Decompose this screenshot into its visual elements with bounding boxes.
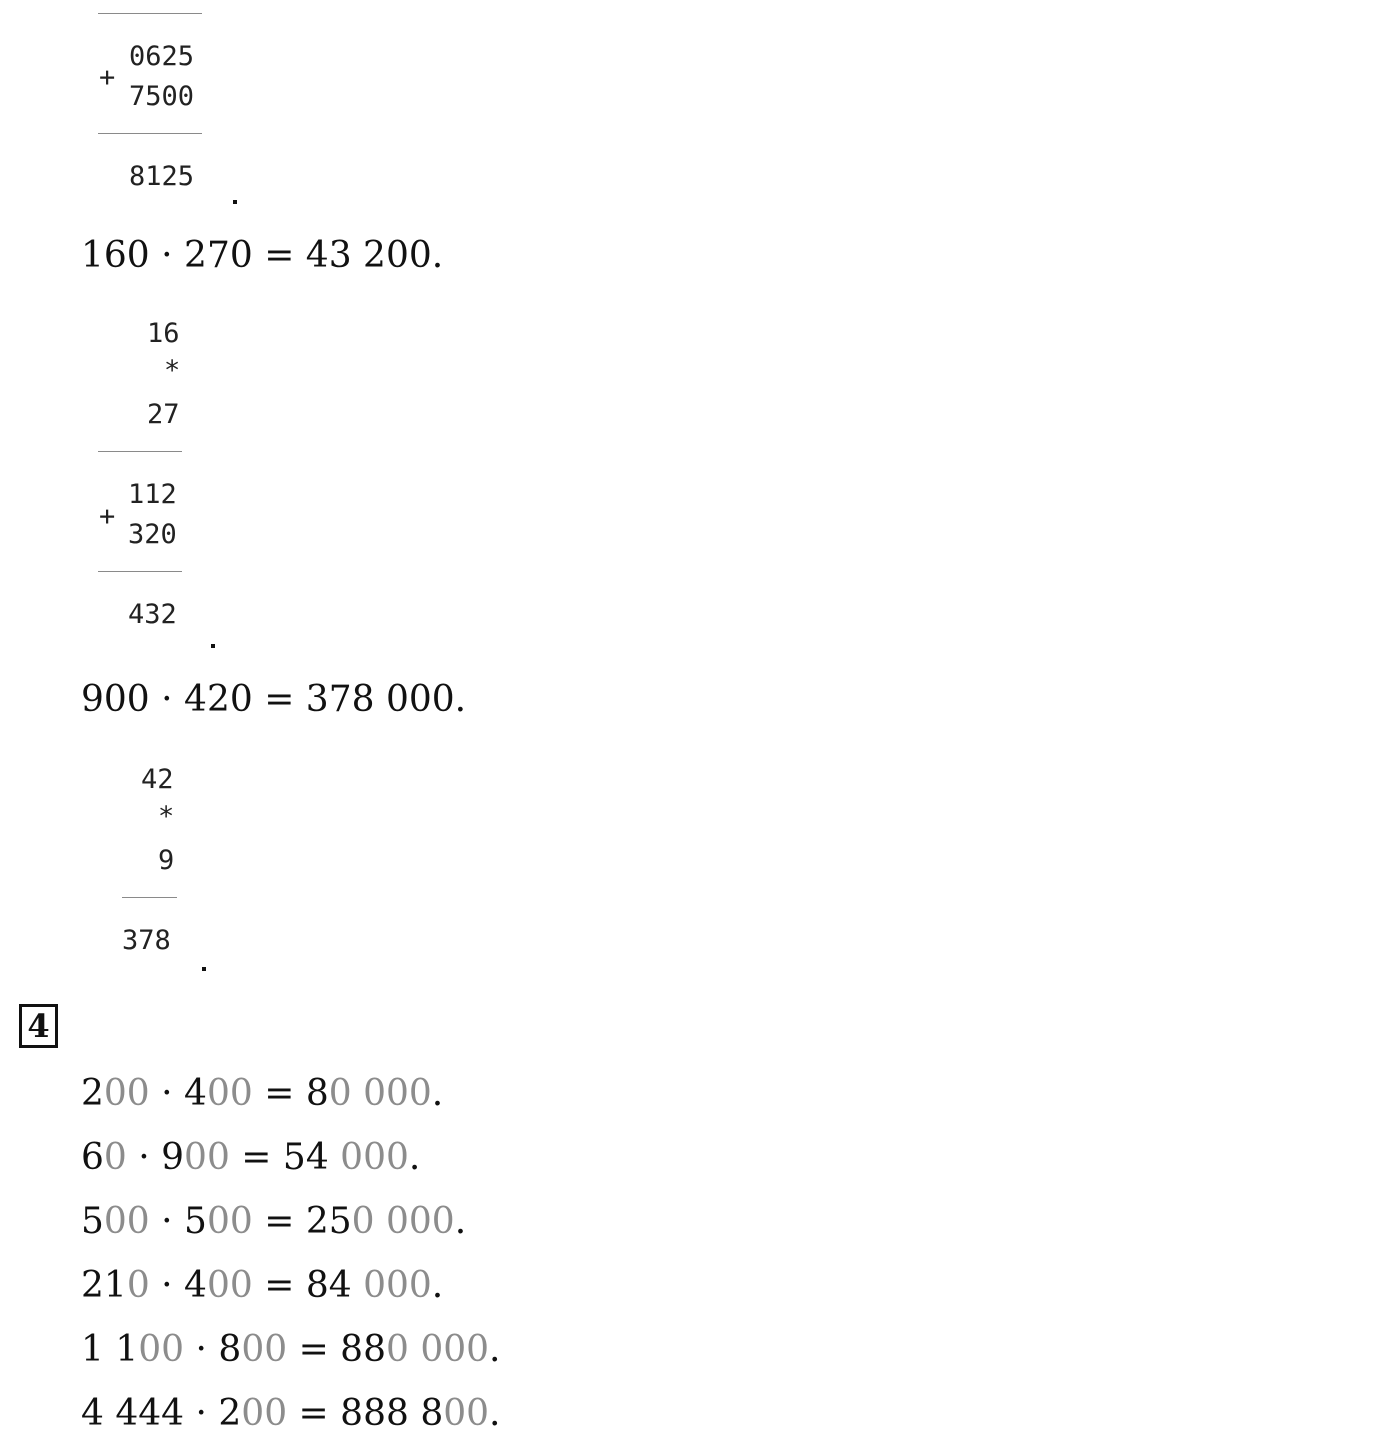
equation-text: 1 1 — [81, 1329, 139, 1370]
equation-text: = 54 — [229, 1137, 341, 1178]
grey-zeros: 00 — [206, 1265, 253, 1306]
grey-zeros: 0 — [126, 1265, 150, 1306]
equation-text: . — [489, 1393, 501, 1434]
equation-line — [81, 1265, 444, 1306]
grey-zeros: 000 — [363, 1265, 432, 1306]
column-result: 378 — [122, 925, 171, 956]
partial-product-1: 112 — [128, 479, 177, 510]
equation-text: 4 444 · 2 — [81, 1393, 242, 1434]
equation-text: = 25 — [252, 1201, 352, 1242]
equation-line — [81, 1329, 501, 1370]
equation-text: 6 — [81, 1137, 104, 1178]
equation-text: · 5 — [149, 1201, 207, 1242]
equation-text: 2 — [81, 1073, 104, 1114]
factor-1: 16 — [147, 318, 180, 349]
equation-text: = 88 — [287, 1329, 386, 1370]
multiply-operator: * — [164, 355, 181, 386]
equation-text: = 84 — [252, 1265, 364, 1306]
grey-zeros: 00 — [138, 1329, 185, 1370]
task-number-box: 4 — [19, 1004, 58, 1048]
equation-text: 21 — [81, 1265, 127, 1306]
partial-product-1: 0625 — [129, 41, 195, 72]
equation-text: . — [431, 1265, 444, 1306]
grey-zeros: 00 — [443, 1393, 490, 1434]
column-result: 8125 — [129, 161, 195, 192]
column-result: 432 — [128, 599, 177, 630]
column-rule-top — [98, 13, 202, 14]
factor-2: 9 — [158, 845, 175, 876]
equation-text: = 8 — [252, 1073, 329, 1114]
equation-text: 160 · 270 = 43 200. — [81, 235, 444, 276]
grey-zeros: 00 — [103, 1201, 150, 1242]
grey-zeros: 00 — [241, 1329, 288, 1370]
column-end-dot — [211, 644, 215, 648]
multiply-operator: * — [158, 801, 175, 832]
equation-text: . — [431, 1073, 444, 1114]
equation-text: = 888 8 — [287, 1393, 444, 1434]
column-rule-product — [98, 451, 182, 452]
plus-sign: + — [99, 501, 116, 532]
equation-text: · 9 — [126, 1137, 185, 1178]
grey-zeros: 000 — [340, 1137, 409, 1178]
column-rule-sum — [98, 133, 202, 134]
equation-line — [81, 1073, 444, 1114]
factor-1: 42 — [141, 764, 174, 795]
grey-zeros: 0 000 — [385, 1329, 490, 1370]
equation-text: . — [489, 1329, 501, 1370]
grey-zeros: 00 — [241, 1393, 288, 1434]
equation-text: 900 · 420 = 378 000. — [81, 679, 467, 720]
column-end-dot — [202, 967, 206, 971]
equation-text: · 4 — [149, 1073, 207, 1114]
grey-zeros: 0 000 — [328, 1073, 432, 1114]
equation-line — [81, 1201, 467, 1242]
grey-zeros: 00 — [184, 1137, 230, 1178]
grey-zeros: 00 — [206, 1201, 253, 1242]
equation-text: · 4 — [149, 1265, 207, 1306]
equation-line — [81, 679, 467, 720]
equation-line — [81, 1393, 501, 1434]
grey-zeros: 0 000 — [351, 1201, 455, 1242]
grey-zeros: 00 — [103, 1073, 150, 1114]
equation-line — [81, 1137, 421, 1178]
column-rule-sum — [98, 571, 182, 572]
partial-product-2: 7500 — [129, 81, 195, 112]
column-rule-product — [122, 897, 177, 898]
grey-zeros: 0 — [103, 1137, 127, 1178]
grey-zeros: 00 — [206, 1073, 253, 1114]
plus-sign: + — [99, 62, 116, 93]
column-end-dot — [233, 200, 237, 204]
equation-line — [81, 235, 444, 276]
partial-product-2: 320 — [128, 519, 177, 550]
factor-2: 27 — [147, 399, 180, 430]
equation-text: · 8 — [184, 1329, 242, 1370]
equation-text: 5 — [81, 1201, 104, 1242]
equation-text: . — [408, 1137, 421, 1178]
equation-text: . — [454, 1201, 467, 1242]
